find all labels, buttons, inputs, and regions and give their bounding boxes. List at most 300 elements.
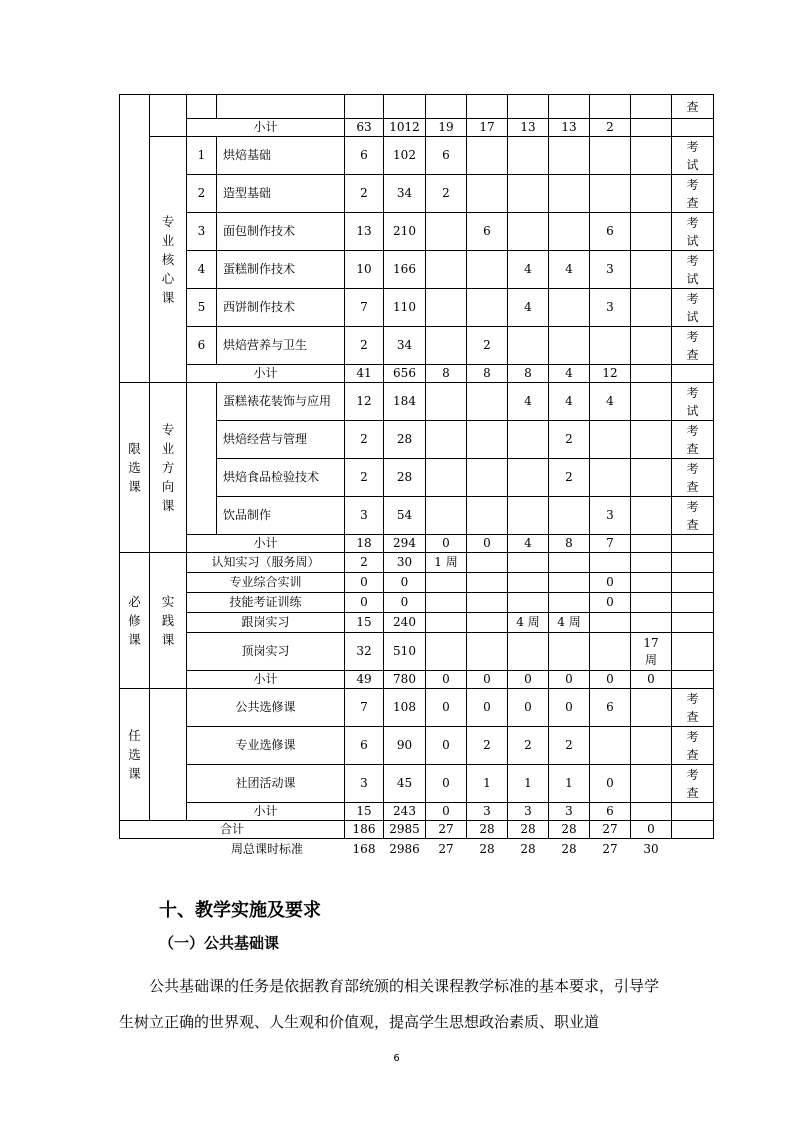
- table-cell: 2986: [389, 842, 420, 857]
- table-cell: 184: [384, 383, 426, 421]
- table-cell: 0: [508, 671, 549, 689]
- exam-type-cell: 考 查: [672, 175, 714, 213]
- table-cell: 3: [345, 497, 384, 535]
- table-cell: [631, 213, 672, 251]
- table-cell: 4: [508, 289, 549, 327]
- table-cell: 7: [345, 289, 384, 327]
- table-cell: [672, 535, 714, 553]
- table-cell: 4: [508, 383, 549, 421]
- table-cell: 4: [508, 251, 549, 289]
- table-cell: [590, 727, 631, 765]
- table-cell: [426, 251, 467, 289]
- table-cell: 0: [590, 593, 631, 613]
- table-cell: 2: [508, 727, 549, 765]
- table-cell: [549, 289, 590, 327]
- table-cell: [672, 119, 714, 137]
- course-name: 专业综合实训: [187, 573, 345, 593]
- table-cell: 18: [345, 535, 384, 553]
- table-row: [120, 289, 714, 327]
- table-row: [120, 95, 714, 119]
- table-row: [120, 251, 714, 289]
- exam-type-cell: 考 查: [672, 421, 714, 459]
- table-cell: 10: [345, 251, 384, 289]
- table-cell: 0: [345, 593, 384, 613]
- table-cell: 2: [345, 327, 384, 365]
- table-row: [120, 213, 714, 251]
- row-number: 4: [187, 251, 217, 289]
- row-number: 5: [187, 289, 217, 327]
- exam-type-cell: [672, 553, 714, 573]
- table-cell: [631, 535, 672, 553]
- table-cell: [590, 95, 631, 119]
- category-label: 专 业 核 心 课: [150, 137, 187, 383]
- table-row: [120, 119, 714, 137]
- table-cell: 28: [384, 421, 426, 459]
- table-cell: 8: [508, 365, 549, 383]
- exam-type-cell: 考 查: [672, 689, 714, 727]
- table-cell: [590, 327, 631, 365]
- subtotal-label: 小计: [187, 535, 345, 553]
- table-cell: 0: [549, 671, 590, 689]
- group-cell: [120, 95, 150, 137]
- table-cell: 6: [345, 137, 384, 175]
- table-cell: 19: [426, 119, 467, 137]
- table-cell: [631, 613, 672, 633]
- table-cell: [467, 553, 508, 573]
- course-name: 造型基础: [217, 175, 345, 213]
- table-cell: [631, 119, 672, 137]
- table-cell: 0: [384, 593, 426, 613]
- exam-type-cell: 考 查: [672, 459, 714, 497]
- table-cell: [631, 137, 672, 175]
- table-cell: [467, 137, 508, 175]
- table-cell: [631, 421, 672, 459]
- exam-type-cell: 考 试: [672, 289, 714, 327]
- table-cell: [631, 765, 672, 803]
- table-cell: [467, 175, 508, 213]
- table-cell: 294: [384, 535, 426, 553]
- table-cell: [426, 383, 467, 421]
- table-cell: 4: [549, 383, 590, 421]
- exam-type-cell: 查: [672, 95, 714, 119]
- table-row: [120, 327, 714, 365]
- table-cell: 15: [345, 613, 384, 633]
- table-cell: [508, 95, 549, 119]
- table-row: [120, 821, 714, 839]
- table-cell: [467, 497, 508, 535]
- table-cell: 13: [508, 119, 549, 137]
- exam-type-cell: 考 试: [672, 137, 714, 175]
- table-cell: 3: [590, 497, 631, 535]
- table-cell: [590, 175, 631, 213]
- table-cell: [631, 593, 672, 613]
- exam-type-cell: [672, 613, 714, 633]
- table-cell: [426, 573, 467, 593]
- table-cell: 63: [345, 119, 384, 137]
- table-cell: 90: [384, 727, 426, 765]
- table-cell: [631, 459, 672, 497]
- table-cell: [549, 175, 590, 213]
- table-cell: 110: [384, 289, 426, 327]
- table-cell: 2: [590, 119, 631, 137]
- table-cell: 0: [426, 535, 467, 553]
- table-cell: 17 周: [631, 633, 672, 671]
- table-row: [120, 175, 714, 213]
- table-cell: 2: [467, 727, 508, 765]
- table-cell: 2: [345, 175, 384, 213]
- exam-type-cell: 考 查: [672, 727, 714, 765]
- table-row: [120, 137, 714, 175]
- table-cell: [467, 593, 508, 613]
- table-cell: [590, 421, 631, 459]
- group-cell: [150, 95, 187, 137]
- table-cell: 2: [345, 553, 384, 573]
- table-cell: 0: [590, 573, 631, 593]
- table-cell: 27: [426, 821, 467, 839]
- table-row: [120, 613, 714, 633]
- table-cell: [549, 593, 590, 613]
- table-cell: [467, 289, 508, 327]
- table-cell: 45: [384, 765, 426, 803]
- table-cell: [631, 497, 672, 535]
- table-cell: [508, 175, 549, 213]
- exam-type-cell: 考 查: [672, 327, 714, 365]
- course-name: 专业选修课: [187, 727, 345, 765]
- table-cell: 27: [602, 842, 618, 857]
- category-label: 限 选 课: [120, 383, 150, 553]
- course-name: 面包制作技术: [217, 213, 345, 251]
- course-name: 社团活动课: [187, 765, 345, 803]
- course-name: 技能考证训练: [187, 593, 345, 613]
- table-cell: 28: [384, 459, 426, 497]
- table-row: [120, 593, 714, 613]
- section-paragraph: 公共基础课的任务是依据教育部统颁的相关课程教学标准的基本要求，引导学生树立正确的世界观、人生观和价值观，提高学生思想政治素质、职业道: [119, 977, 660, 1031]
- table-cell: 0: [384, 573, 426, 593]
- table-cell: 28: [549, 821, 590, 839]
- table-cell: [426, 593, 467, 613]
- table-cell: 3: [590, 289, 631, 327]
- table-cell: 34: [384, 175, 426, 213]
- table-cell: 6: [590, 213, 631, 251]
- table-cell: [508, 459, 549, 497]
- total-label: 合计: [120, 821, 345, 839]
- table-cell: [426, 633, 467, 671]
- table-cell: [631, 689, 672, 727]
- table-row: [120, 689, 714, 727]
- table-cell: 8: [549, 535, 590, 553]
- table-cell: 6: [590, 689, 631, 727]
- course-name: 烘焙基础: [217, 137, 345, 175]
- table-cell: 0: [467, 689, 508, 727]
- table-row: [120, 573, 714, 593]
- table-cell: [508, 137, 549, 175]
- table-cell: 15: [345, 803, 384, 821]
- subtotal-label: 小计: [187, 365, 345, 383]
- table-cell: [631, 251, 672, 289]
- table-cell: 17: [467, 119, 508, 137]
- row-number: 1: [187, 137, 217, 175]
- table-cell: 6: [426, 137, 467, 175]
- table-cell: 3: [467, 803, 508, 821]
- table-cell: 4: [590, 383, 631, 421]
- curriculum-table: [119, 94, 714, 861]
- table-cell: [467, 383, 508, 421]
- course-name: 西饼制作技术: [217, 289, 345, 327]
- table-cell: 186: [345, 821, 384, 839]
- exam-type-cell: 考 试: [672, 383, 714, 421]
- table-cell: 0: [426, 671, 467, 689]
- table-cell: 2: [549, 459, 590, 497]
- table-cell: 3: [549, 803, 590, 821]
- subtotal-label: 小计: [187, 803, 345, 821]
- table-cell: 28: [479, 842, 495, 857]
- table-cell: 0: [590, 765, 631, 803]
- table-cell: [631, 573, 672, 593]
- table-cell: 28: [467, 821, 508, 839]
- table-cell: 108: [384, 689, 426, 727]
- table-row: [120, 633, 714, 671]
- table-cell: 0: [345, 573, 384, 593]
- category-label: 必 修 课: [120, 553, 150, 689]
- table-cell: [467, 613, 508, 633]
- table-cell: [508, 213, 549, 251]
- subtotal-label: 小计: [187, 671, 345, 689]
- row-number: [187, 383, 217, 535]
- table-cell: [384, 95, 426, 119]
- row-number: 3: [187, 213, 217, 251]
- table-cell: [549, 137, 590, 175]
- table-cell: 0: [426, 765, 467, 803]
- exam-type-cell: 考 查: [672, 497, 714, 535]
- table-cell: 6: [467, 213, 508, 251]
- table-cell: 2: [426, 175, 467, 213]
- table-cell: [467, 421, 508, 459]
- page-number: 6: [393, 1053, 400, 1064]
- category-label: 任 选 课: [120, 689, 150, 821]
- table-row: [120, 727, 714, 765]
- table-cell: 27: [590, 821, 631, 839]
- table-cell: [631, 327, 672, 365]
- table-cell: 49: [345, 671, 384, 689]
- table-cell: 780: [384, 671, 426, 689]
- exam-type-cell: [672, 593, 714, 613]
- category-label: 实 践 课: [150, 553, 187, 689]
- table-cell: 2: [345, 459, 384, 497]
- table-cell: 8: [426, 365, 467, 383]
- table-cell: 6: [345, 727, 384, 765]
- table-row: [120, 553, 714, 573]
- table-cell: 2: [549, 727, 590, 765]
- course-name: 跟岗实习: [187, 613, 345, 633]
- table-cell: 32: [345, 633, 384, 671]
- table-cell: 3: [345, 765, 384, 803]
- table-cell: [631, 803, 672, 821]
- table-cell: [549, 95, 590, 119]
- table-row: [120, 671, 714, 689]
- table-cell: [426, 613, 467, 633]
- table-cell: 0: [426, 727, 467, 765]
- table-cell: [426, 459, 467, 497]
- table-cell: 3: [590, 251, 631, 289]
- table-cell: 2985: [384, 821, 426, 839]
- table-cell: [508, 553, 549, 573]
- table-cell: [187, 95, 217, 119]
- table-cell: 0: [631, 671, 672, 689]
- table-cell: [549, 213, 590, 251]
- table-cell: 3: [508, 803, 549, 821]
- course-name: 烘焙经营与管理: [217, 421, 345, 459]
- table-cell: 168: [352, 842, 376, 857]
- table-cell: [508, 421, 549, 459]
- table-cell: 656: [384, 365, 426, 383]
- table-cell: 4: [508, 535, 549, 553]
- course-name: 认知实习（服务周）: [187, 553, 345, 573]
- table-cell: [549, 327, 590, 365]
- subtotal-label: 小计: [187, 119, 345, 137]
- table-cell: [508, 573, 549, 593]
- table-cell: [508, 497, 549, 535]
- table-cell: [549, 573, 590, 593]
- table-cell: [590, 459, 631, 497]
- category-label: 专 业 方 向 课: [150, 383, 187, 553]
- course-name: 蛋糕裱花装饰与应用: [217, 383, 345, 421]
- table-cell: 12: [590, 365, 631, 383]
- table-cell: [467, 251, 508, 289]
- table-row: [120, 765, 714, 803]
- exam-type-cell: 考 试: [672, 213, 714, 251]
- table-cell: [426, 327, 467, 365]
- table-cell: [426, 497, 467, 535]
- table-cell: 166: [384, 251, 426, 289]
- table-cell: [426, 421, 467, 459]
- table-cell: 27: [438, 842, 454, 857]
- table-cell: 1: [508, 765, 549, 803]
- table-row: [120, 383, 714, 421]
- table-cell: 1: [467, 765, 508, 803]
- course-name: 饮品制作: [217, 497, 345, 535]
- group-cell: [120, 137, 150, 383]
- table-cell: [467, 573, 508, 593]
- table-cell: 0: [426, 803, 467, 821]
- table-cell: 4 周: [508, 613, 549, 633]
- table-row: [120, 365, 714, 383]
- table-cell: 28: [508, 821, 549, 839]
- table-cell: 102: [384, 137, 426, 175]
- table-cell: [549, 497, 590, 535]
- table-cell: 243: [384, 803, 426, 821]
- table-row: [120, 535, 714, 553]
- table-row: [120, 839, 714, 861]
- table-cell: 28: [520, 842, 536, 857]
- group-cell: [150, 689, 187, 821]
- table-cell: 510: [384, 633, 426, 671]
- table-cell: 34: [384, 327, 426, 365]
- table-cell: 1 周: [426, 553, 467, 573]
- table-cell: 4: [549, 251, 590, 289]
- table-cell: [426, 289, 467, 327]
- standard-label: 周总课时标准: [230, 842, 303, 857]
- table-cell: [217, 95, 345, 119]
- section-subheading: （一）公共基础课: [159, 934, 280, 952]
- table-cell: [631, 553, 672, 573]
- course-name: 公共选修课: [187, 689, 345, 727]
- table-cell: 4 周: [549, 613, 590, 633]
- table-cell: 2: [345, 421, 384, 459]
- table-cell: [549, 553, 590, 573]
- course-name: 顶岗实习: [187, 633, 345, 671]
- table-cell: 6: [590, 803, 631, 821]
- table-cell: [672, 365, 714, 383]
- table-cell: [590, 613, 631, 633]
- table-cell: 0: [467, 671, 508, 689]
- row-number: 2: [187, 175, 217, 213]
- table-cell: [508, 633, 549, 671]
- exam-type-cell: 考 试: [672, 251, 714, 289]
- table-cell: 0: [631, 821, 672, 839]
- table-cell: 12: [345, 383, 384, 421]
- table-cell: 1: [549, 765, 590, 803]
- table-cell: 7: [345, 689, 384, 727]
- course-name: 烘焙食品检验技术: [217, 459, 345, 497]
- table-cell: 1012: [384, 119, 426, 137]
- table-cell: 0: [508, 689, 549, 727]
- table-cell: [426, 95, 467, 119]
- table-cell: [508, 327, 549, 365]
- table-cell: [631, 365, 672, 383]
- table-cell: 7: [590, 535, 631, 553]
- table-cell: [467, 633, 508, 671]
- table-cell: [631, 289, 672, 327]
- table-cell: [672, 671, 714, 689]
- exam-type-cell: 考 查: [672, 765, 714, 803]
- table-cell: 30: [384, 553, 426, 573]
- table-cell: [631, 727, 672, 765]
- table-cell: [426, 213, 467, 251]
- table-cell: 210: [384, 213, 426, 251]
- table-cell: 2: [467, 327, 508, 365]
- course-name: 蛋糕制作技术: [217, 251, 345, 289]
- table-row: [120, 803, 714, 821]
- table-cell: [345, 95, 384, 119]
- table-cell: [672, 839, 714, 861]
- table-cell: 240: [384, 613, 426, 633]
- table-cell: [631, 95, 672, 119]
- table-cell: 4: [549, 365, 590, 383]
- course-name: 烘焙营养与卫生: [217, 327, 345, 365]
- table-cell: [549, 633, 590, 671]
- table-cell: 0: [590, 671, 631, 689]
- table-cell: 13: [345, 213, 384, 251]
- table-cell: 0: [549, 689, 590, 727]
- table-cell: 0: [426, 689, 467, 727]
- table-cell: 8: [467, 365, 508, 383]
- exam-type-cell: [672, 633, 714, 671]
- table-cell: [631, 383, 672, 421]
- exam-type-cell: [672, 573, 714, 593]
- section-heading: 十、教学实施及要求: [159, 900, 321, 921]
- table-cell: [467, 459, 508, 497]
- table-cell: [631, 175, 672, 213]
- table-cell: [467, 95, 508, 119]
- table-cell: [508, 593, 549, 613]
- table-cell: [590, 137, 631, 175]
- table-cell: 54: [384, 497, 426, 535]
- table-cell: 0: [467, 535, 508, 553]
- table-cell: [590, 633, 631, 671]
- table-cell: 41: [345, 365, 384, 383]
- table-cell: 28: [561, 842, 577, 857]
- table-cell: [672, 803, 714, 821]
